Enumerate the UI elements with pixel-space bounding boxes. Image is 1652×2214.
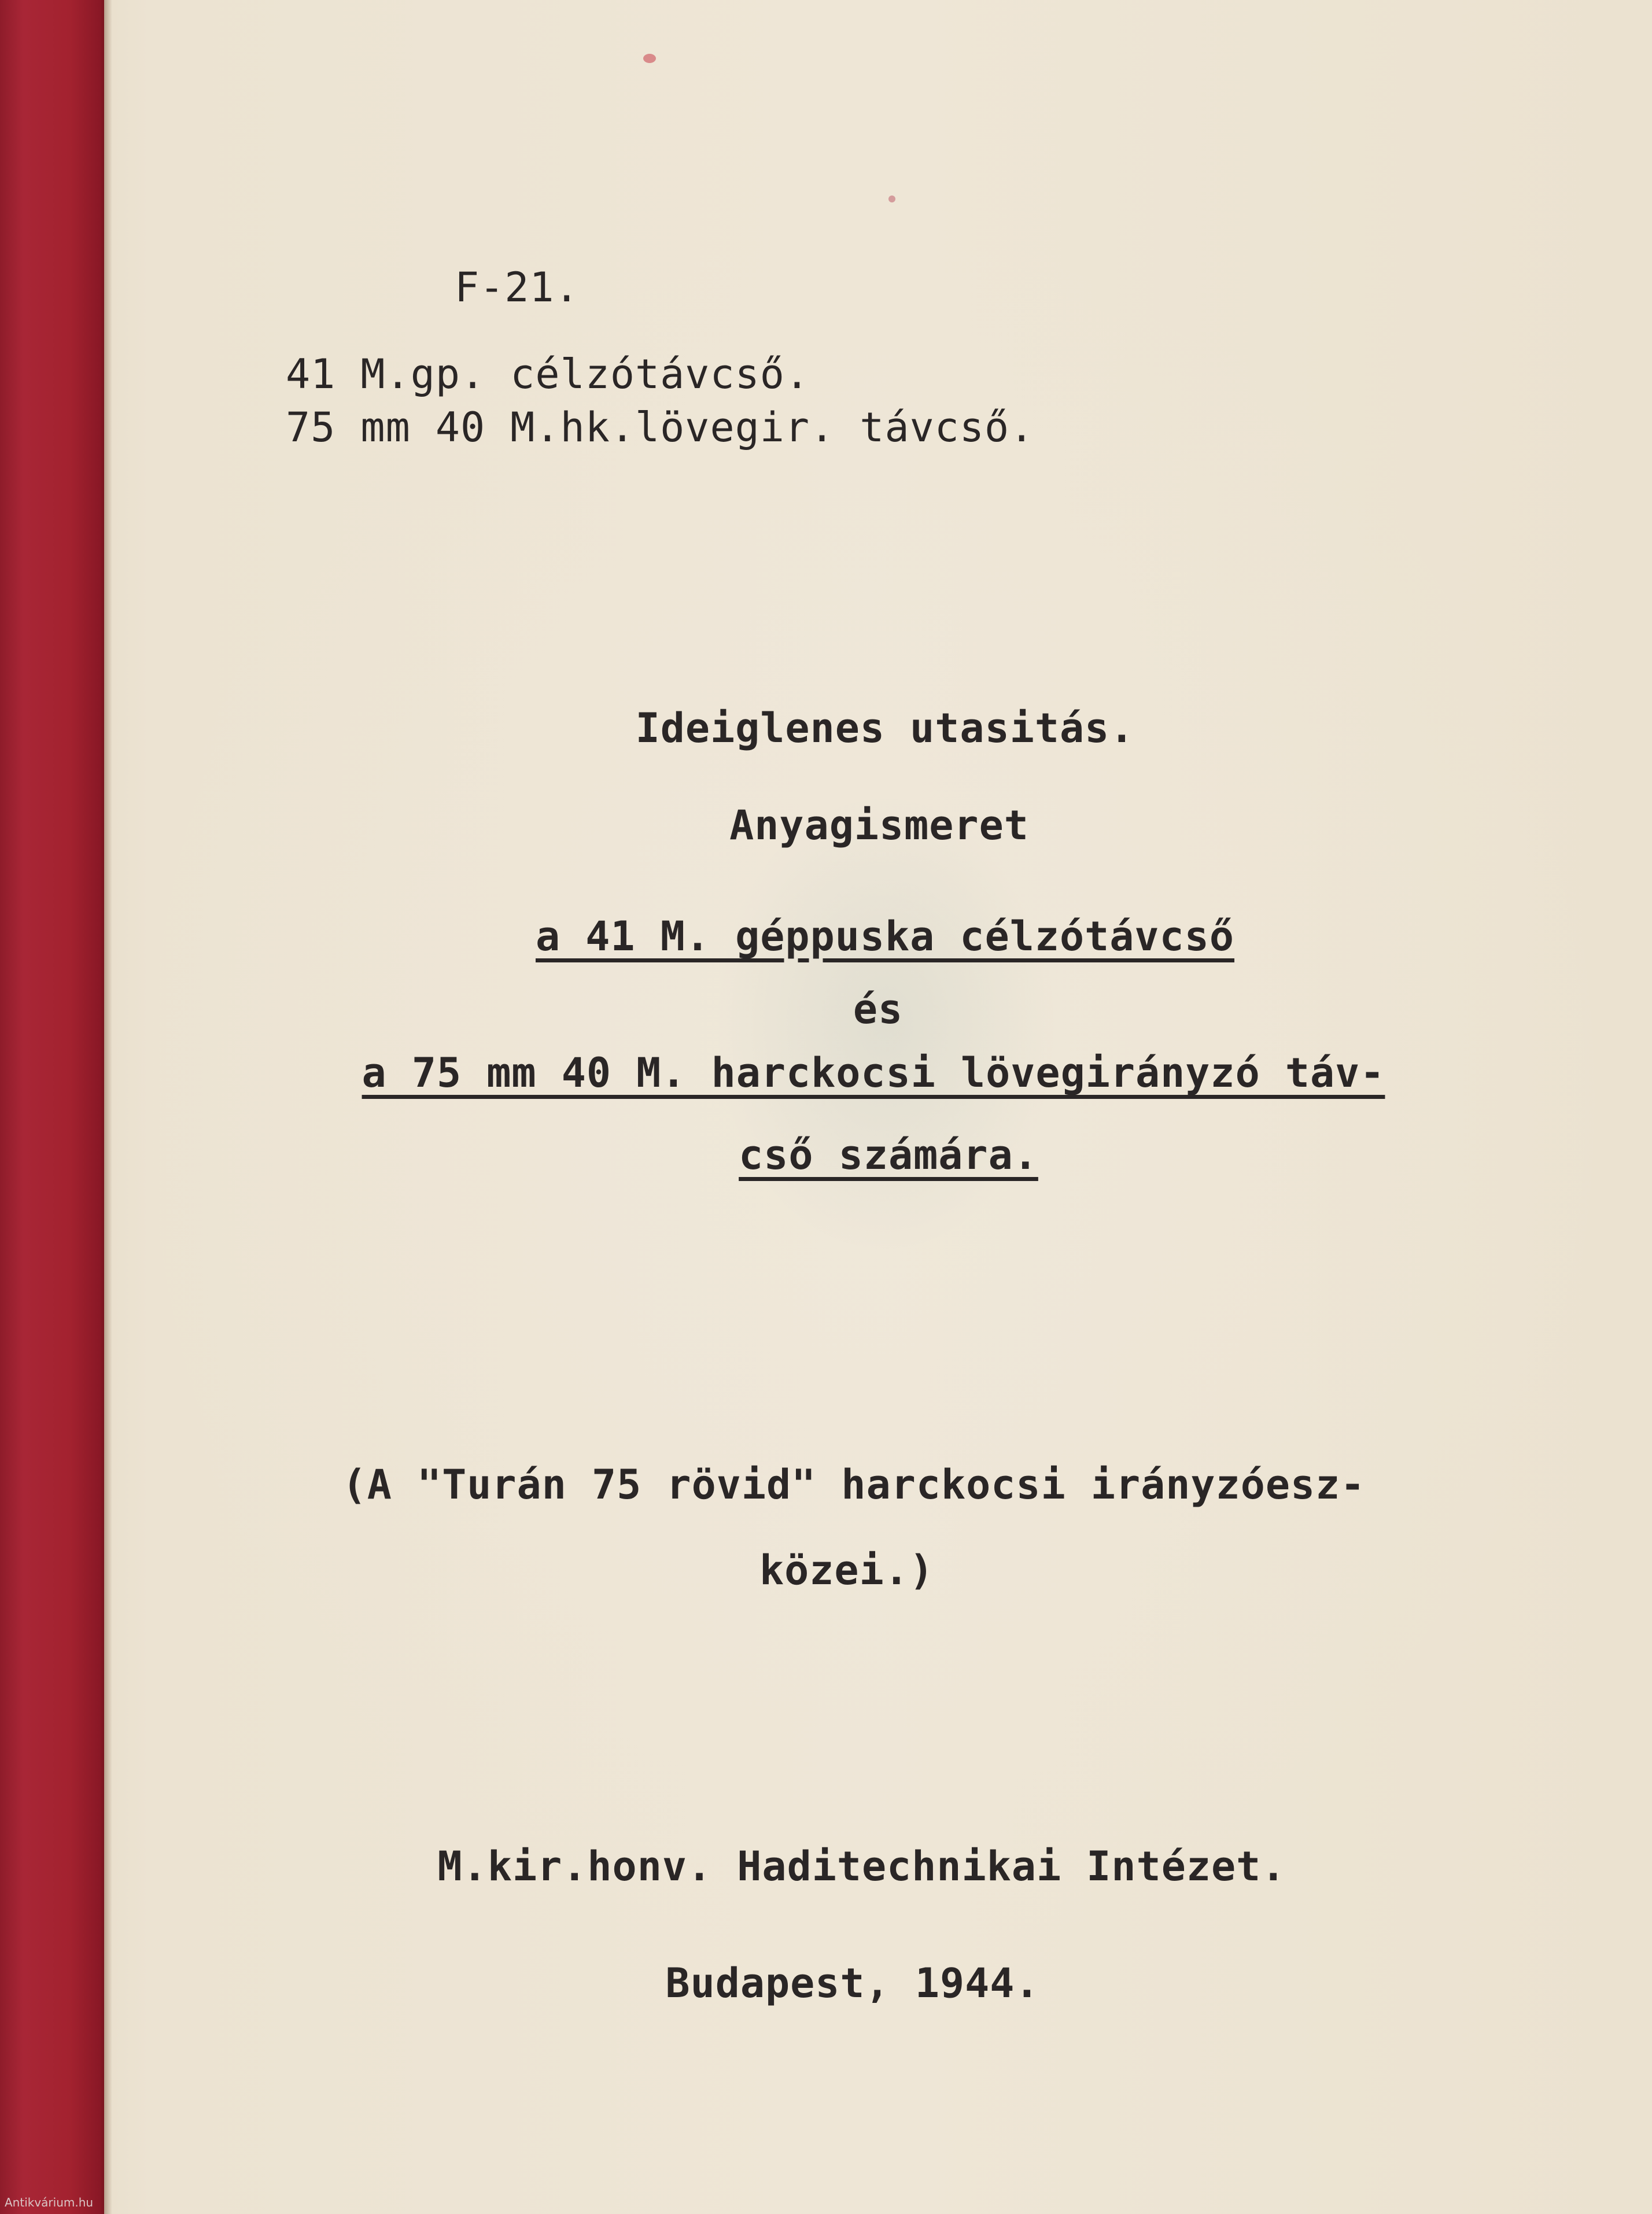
red-binding-strip [0, 0, 104, 2214]
publisher-name: M.kir.honv. Haditechnikai Intézet. [437, 1843, 1286, 1890]
header-line-1: 41 M.gp. célzótávcső. [286, 350, 810, 398]
title-sub-line-4: cső számára. [739, 1131, 1038, 1179]
red-speck [888, 195, 895, 202]
title-sub-line-2: és [853, 986, 904, 1033]
note-line-2: közei.) [759, 1547, 935, 1594]
title-sub-line-1: a 41 M. géppuska célzótávcső [535, 913, 1235, 960]
title-heading: Ideiglenes utasitás. [635, 704, 1135, 752]
watermark-text: Antikvárium.hu [5, 2195, 94, 2209]
publisher-place-year: Budapest, 1944. [665, 1960, 1040, 2007]
binding-shadow [104, 0, 112, 2214]
document-code: F-21. [455, 264, 580, 311]
title-sub-line-3: a 75 mm 40 M. harckocsi lövegirányzó táv- [362, 1049, 1385, 1097]
red-speck [643, 54, 656, 63]
title-subject: Anyagismeret [729, 802, 1029, 849]
header-line-2: 75 mm 40 M.hk.lövegir. távcső. [286, 404, 1035, 451]
note-line-1: (A "Turán 75 rövid" harckocsi irányzóesz- [342, 1461, 1366, 1508]
